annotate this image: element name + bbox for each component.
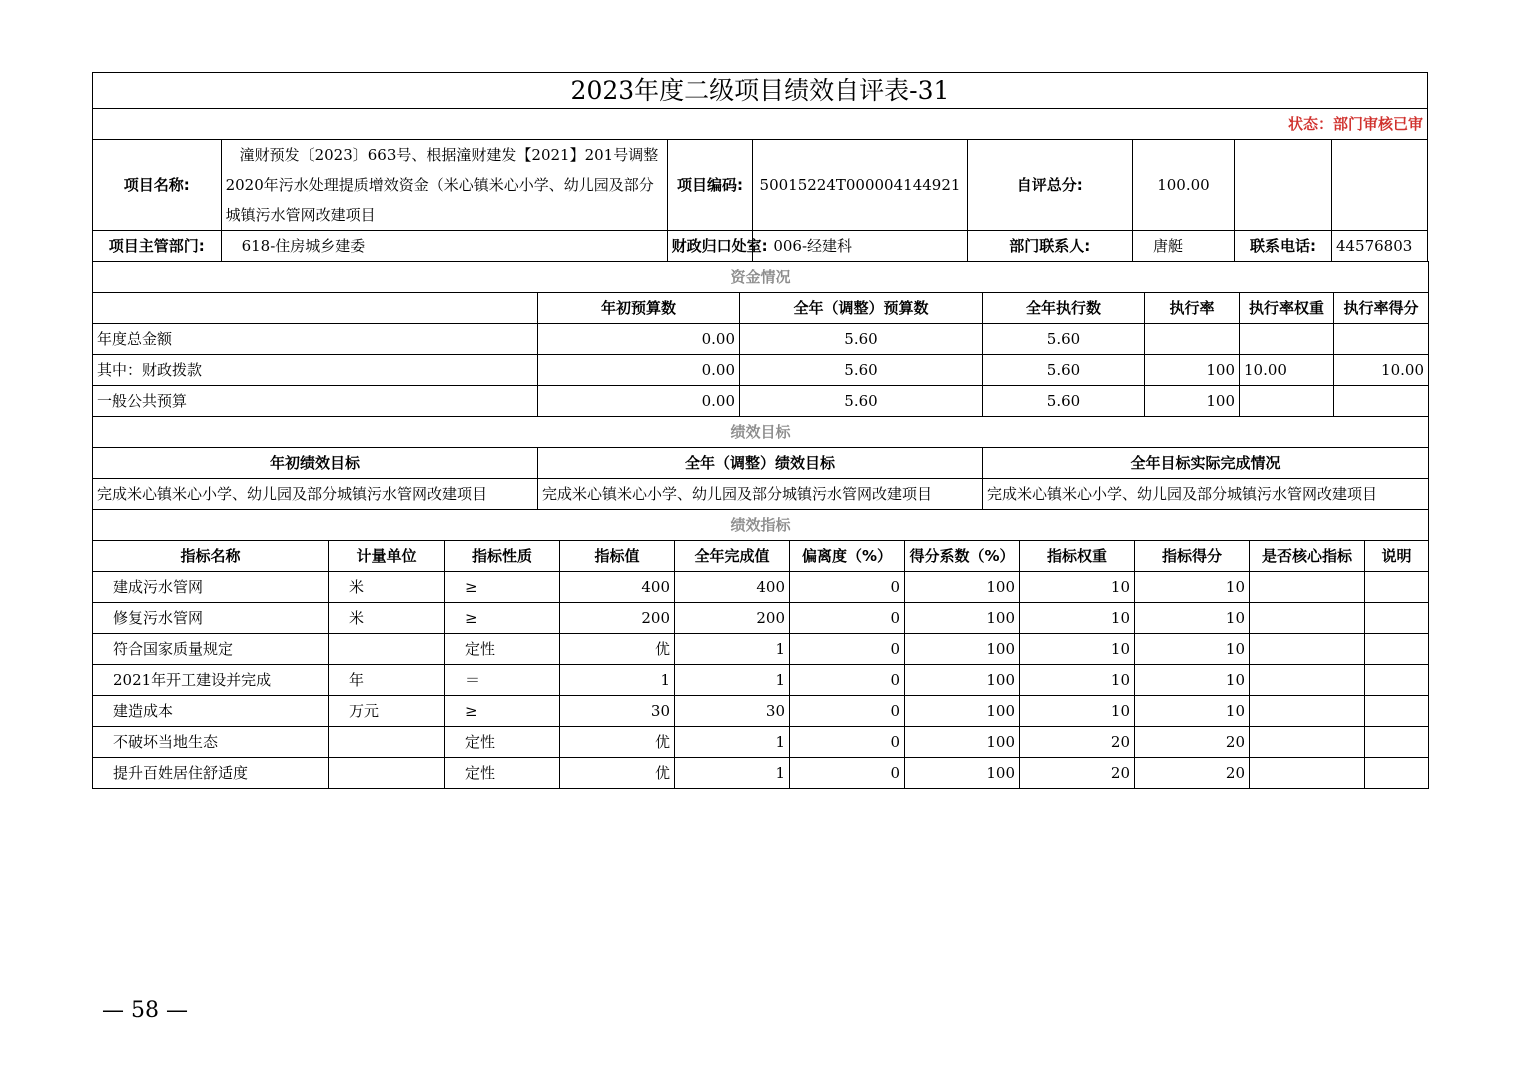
table-row xyxy=(93,696,1429,727)
indicator-deviation: 0 xyxy=(790,727,905,758)
goals-header: 全年目标实际完成情况 xyxy=(983,448,1429,479)
dept-value: 618-住房城乡建委 xyxy=(221,231,667,262)
funds-header: 年初预算数 xyxy=(538,293,740,324)
indicator-actual: 1 xyxy=(675,758,790,789)
indicator-header: 指标得分 xyxy=(1135,541,1250,572)
indicator-deviation: 0 xyxy=(790,758,905,789)
indicator-note xyxy=(1365,696,1429,727)
indicator-nature: ≥ xyxy=(445,696,560,727)
funds-cell: 5.60 xyxy=(983,355,1145,386)
indicator-coefficient: 100 xyxy=(905,634,1020,665)
funds-cell: 100 xyxy=(1145,355,1240,386)
self-score-value: 100.00 xyxy=(1132,140,1234,231)
indicator-score: 20 xyxy=(1135,758,1250,789)
funds-cell: 其中：财政拨款 xyxy=(93,355,538,386)
indicator-header: 计量单位 xyxy=(329,541,445,572)
indicator-core xyxy=(1250,665,1365,696)
indicator-target: 1 xyxy=(560,665,675,696)
indicator-header: 得分系数（%） xyxy=(905,541,1020,572)
indicator-unit: 米 xyxy=(329,603,445,634)
indicator-note xyxy=(1365,758,1429,789)
indicator-header: 指标权重 xyxy=(1020,541,1135,572)
indicator-header: 指标值 xyxy=(560,541,675,572)
project-code-value: 50015224T000004144921 xyxy=(753,140,967,231)
indicator-target: 优 xyxy=(560,634,675,665)
indicator-deviation: 0 xyxy=(790,572,905,603)
table-row xyxy=(93,758,1429,789)
finance-value: 006-经建科 xyxy=(753,231,967,262)
table-row xyxy=(93,603,1429,634)
indicator-actual: 400 xyxy=(675,572,790,603)
indicator-score: 10 xyxy=(1135,696,1250,727)
indicator-target: 400 xyxy=(560,572,675,603)
goal-value: 完成米心镇米心小学、幼儿园及部分城镇污水管网改建项目 xyxy=(93,479,538,510)
indicator-target: 优 xyxy=(560,727,675,758)
indicator-deviation: 0 xyxy=(790,603,905,634)
indicator-core xyxy=(1250,572,1365,603)
indicator-header: 指标性质 xyxy=(445,541,560,572)
project-code-label: 项目编码: xyxy=(667,140,753,231)
funds-cell: 5.60 xyxy=(740,355,983,386)
indicator-unit: 年 xyxy=(329,665,445,696)
indicator-score: 10 xyxy=(1135,603,1250,634)
indicator-nature: ≥ xyxy=(445,603,560,634)
goals-table xyxy=(92,416,1429,510)
indicator-header: 是否核心指标 xyxy=(1250,541,1365,572)
funds-header xyxy=(93,293,538,324)
indicator-nature: ≥ xyxy=(445,572,560,603)
indicator-name: 修复污水管网 xyxy=(93,603,329,634)
indicator-weight: 10 xyxy=(1020,572,1135,603)
indicators-table xyxy=(92,509,1429,789)
indicators-header-row xyxy=(93,541,1429,572)
indicator-note xyxy=(1365,634,1429,665)
phone-label: 联系电话: xyxy=(1235,231,1332,262)
funds-header: 全年（调整）预算数 xyxy=(740,293,983,324)
indicator-core xyxy=(1250,696,1365,727)
indicator-coefficient: 100 xyxy=(905,696,1020,727)
indicator-name: 不破坏当地生态 xyxy=(93,727,329,758)
empty-cell xyxy=(1331,140,1427,231)
funds-cell: 5.60 xyxy=(740,324,983,355)
indicator-weight: 10 xyxy=(1020,603,1135,634)
indicator-name: 2021年开工建设并完成 xyxy=(93,665,329,696)
indicator-core xyxy=(1250,634,1365,665)
funds-cell: 一般公共预算 xyxy=(93,386,538,417)
indicator-header: 全年完成值 xyxy=(675,541,790,572)
indicator-weight: 20 xyxy=(1020,758,1135,789)
goals-header: 年初绩效目标 xyxy=(93,448,538,479)
indicators-section-title: 绩效指标 xyxy=(93,510,1429,541)
funds-cell: 年度总金额 xyxy=(93,324,538,355)
indicator-score: 20 xyxy=(1135,727,1250,758)
goal-value: 完成米心镇米心小学、幼儿园及部分城镇污水管网改建项目 xyxy=(538,479,983,510)
indicator-name: 建造成本 xyxy=(93,696,329,727)
indicator-core xyxy=(1250,727,1365,758)
indicator-score: 10 xyxy=(1135,665,1250,696)
form-title: 2023年度二级项目绩效自评表-31 xyxy=(93,73,1428,109)
funds-header: 执行率得分 xyxy=(1334,293,1429,324)
indicator-header: 说明 xyxy=(1365,541,1429,572)
funds-cell: 5.60 xyxy=(983,324,1145,355)
phone-value: 44576803 xyxy=(1331,231,1427,262)
indicator-score: 10 xyxy=(1135,634,1250,665)
indicator-deviation: 0 xyxy=(790,634,905,665)
indicator-note xyxy=(1365,665,1429,696)
funds-cell: 10.00 xyxy=(1334,355,1429,386)
indicator-note xyxy=(1365,572,1429,603)
indicator-coefficient: 100 xyxy=(905,665,1020,696)
indicator-nature: 定性 xyxy=(445,727,560,758)
funds-cell: 0.00 xyxy=(538,324,740,355)
funds-table xyxy=(92,261,1429,417)
funds-header-row xyxy=(93,293,1429,324)
indicator-nature: ＝ xyxy=(445,665,560,696)
funds-header: 执行率 xyxy=(1145,293,1240,324)
contact-label: 部门联系人: xyxy=(967,231,1132,262)
indicator-target: 200 xyxy=(560,603,675,634)
table-row xyxy=(93,634,1429,665)
funds-header: 执行率权重 xyxy=(1240,293,1334,324)
table-row xyxy=(93,665,1429,696)
indicator-core xyxy=(1250,758,1365,789)
finance-label: 财政归口处室: xyxy=(667,231,753,262)
page-number: — 58 — xyxy=(102,998,188,1023)
indicator-unit xyxy=(329,634,445,665)
funds-cell xyxy=(1240,386,1334,417)
indicator-unit xyxy=(329,727,445,758)
funds-section-title: 资金情况 xyxy=(93,262,1429,293)
funds-cell xyxy=(1240,324,1334,355)
self-score-label: 自评总分: xyxy=(967,140,1132,231)
table-row xyxy=(93,727,1429,758)
indicator-weight: 10 xyxy=(1020,634,1135,665)
indicator-unit: 万元 xyxy=(329,696,445,727)
self-evaluation-form xyxy=(92,72,1428,789)
indicator-name: 符合国家质量规定 xyxy=(93,634,329,665)
indicator-weight: 20 xyxy=(1020,727,1135,758)
indicator-note xyxy=(1365,727,1429,758)
project-name-value: 潼财预发〔2023〕663号、根据潼财建发【2021】201号调整2020年污水处理提质增效资金（米心镇米心小学、幼儿园及部分城镇污水管网改建项目 xyxy=(221,140,667,231)
empty-cell xyxy=(1235,140,1332,231)
funds-cell xyxy=(1334,324,1429,355)
indicator-nature: 定性 xyxy=(445,634,560,665)
indicator-actual: 200 xyxy=(675,603,790,634)
indicator-nature: 定性 xyxy=(445,758,560,789)
goal-value: 完成米心镇米心小学、幼儿园及部分城镇污水管网改建项目 xyxy=(983,479,1429,510)
table-row xyxy=(93,355,1429,386)
goals-header: 全年（调整）绩效目标 xyxy=(538,448,983,479)
table-row xyxy=(93,324,1429,355)
funds-cell xyxy=(1145,324,1240,355)
indicator-core xyxy=(1250,603,1365,634)
indicator-actual: 1 xyxy=(675,727,790,758)
indicator-deviation: 0 xyxy=(790,665,905,696)
indicator-coefficient: 100 xyxy=(905,758,1020,789)
funds-cell: 10.00 xyxy=(1240,355,1334,386)
table-row xyxy=(93,572,1429,603)
indicator-unit: 米 xyxy=(329,572,445,603)
indicator-name: 提升百姓居住舒适度 xyxy=(93,758,329,789)
indicator-coefficient: 100 xyxy=(905,603,1020,634)
contact-value: 唐艇 xyxy=(1132,231,1234,262)
indicator-target: 优 xyxy=(560,758,675,789)
indicator-coefficient: 100 xyxy=(905,727,1020,758)
indicator-actual: 1 xyxy=(675,665,790,696)
funds-cell: 0.00 xyxy=(538,355,740,386)
funds-cell: 0.00 xyxy=(538,386,740,417)
indicator-note xyxy=(1365,603,1429,634)
funds-cell xyxy=(1334,386,1429,417)
project-name-label: 项目名称: xyxy=(93,140,222,231)
funds-cell: 5.60 xyxy=(983,386,1145,417)
dept-label: 项目主管部门: xyxy=(93,231,222,262)
indicator-header: 偏离度（%） xyxy=(790,541,905,572)
indicator-score: 10 xyxy=(1135,572,1250,603)
indicator-name: 建成污水管网 xyxy=(93,572,329,603)
indicator-target: 30 xyxy=(560,696,675,727)
indicator-header: 指标名称 xyxy=(93,541,329,572)
funds-cell: 100 xyxy=(1145,386,1240,417)
indicator-weight: 10 xyxy=(1020,665,1135,696)
funds-header: 全年执行数 xyxy=(983,293,1145,324)
indicator-deviation: 0 xyxy=(790,696,905,727)
indicator-actual: 30 xyxy=(675,696,790,727)
indicator-actual: 1 xyxy=(675,634,790,665)
goals-section-title: 绩效目标 xyxy=(93,417,1429,448)
table-row xyxy=(93,386,1429,417)
funds-cell: 5.60 xyxy=(740,386,983,417)
main-table xyxy=(92,72,1428,262)
indicator-weight: 10 xyxy=(1020,696,1135,727)
indicator-coefficient: 100 xyxy=(905,572,1020,603)
indicator-unit xyxy=(329,758,445,789)
indicator-rows xyxy=(93,572,1429,789)
status-badge: 状态：部门审核已审 xyxy=(93,109,1428,140)
